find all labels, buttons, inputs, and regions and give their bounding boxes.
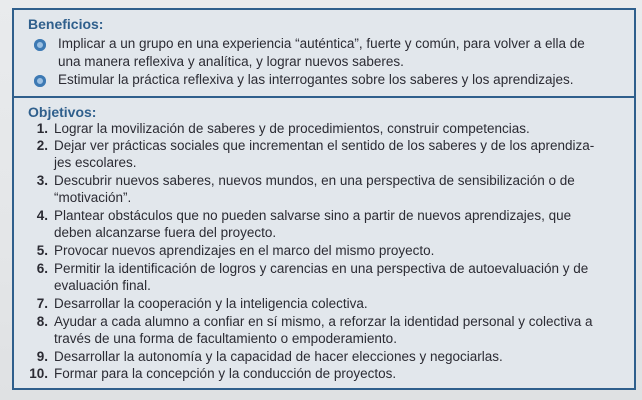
beneficios-heading: Beneficios: <box>28 16 104 32</box>
objetivos-heading: Objetivos: <box>28 104 97 120</box>
objetivo-line: evaluación final. <box>54 278 151 293</box>
objetivo-number: 7. <box>36 296 48 311</box>
objetivo-line: través de una forma de facultamiento o empoderamiento. <box>54 331 397 346</box>
objetivo-number: 4. <box>36 208 48 223</box>
beneficio-line: una manera reflexiva y analítica, y lograr nuevos saberes. <box>58 54 404 69</box>
objetivo-number: 6. <box>36 261 48 276</box>
objetivo-line: “motivación”. <box>54 190 132 205</box>
objetivo-number: 5. <box>36 243 48 258</box>
objetivos-section <box>14 98 634 388</box>
objetivo-line: Plantear obstáculos que no pueden salvarse sino a partir de nuevos aprendizajes, que <box>54 208 572 223</box>
objetivo-line: Dejar ver prácticas sociales que incrementan el sentido de los saberes y de los aprendiza- <box>54 138 595 153</box>
objetivo-line: deben alcanzarse fuera del proyecto. <box>54 225 277 240</box>
objetivo-number: 9. <box>36 349 48 364</box>
objetivo-line: Desarrollar la cooperación y la inteligencia colectiva. <box>54 296 368 311</box>
objetivo-line: Desarrollar la autonomía y la capacidad de hacer elecciones y negociarlas. <box>54 349 503 364</box>
info-box <box>12 8 636 390</box>
objetivo-number: 8. <box>36 314 48 329</box>
objetivo-line: Provocar nuevos aprendizajes en el marco del mismo proyecto. <box>54 243 435 258</box>
objetivo-number: 3. <box>36 173 48 188</box>
bullet-icon <box>34 75 46 87</box>
objetivo-number: 2. <box>36 138 48 153</box>
beneficios-section <box>14 10 634 98</box>
objetivo-line: Ayudar a cada alumno a confiar en sí mismo, a reforzar la identidad personal y colectiva a <box>54 314 593 329</box>
objetivo-line: Lograr la movilización de saberes y de procedimientos, construir competencias. <box>54 121 530 136</box>
objetivo-line: Permitir la identificación de logros y carencias en una perspectiva de autoevaluación y de <box>54 261 589 276</box>
beneficio-line: Implicar a un grupo en una experiencia “auténtica”, fuerte y común, para volver a ella de <box>58 36 585 51</box>
beneficio-line: Estimular la práctica reflexiva y las interrogantes sobre los saberes y los aprendizajes. <box>58 72 574 87</box>
objetivo-line: Descubrir nuevos saberes, nuevos mundos, en una perspectiva de sensibilización o de <box>54 173 575 188</box>
objetivo-line: Formar para la concepción y la conducción de proyectos. <box>54 366 397 381</box>
bullet-icon <box>34 39 46 51</box>
objetivo-line: jes escolares. <box>54 155 137 170</box>
objetivo-number: 10. <box>29 366 48 381</box>
objetivo-number: 1. <box>36 121 48 136</box>
